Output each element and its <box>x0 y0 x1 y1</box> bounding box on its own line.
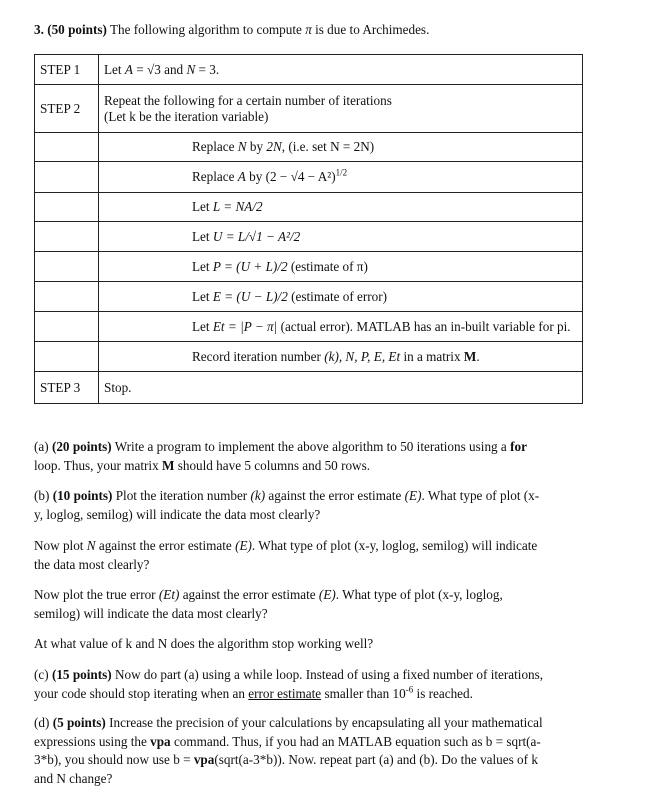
algo-row <box>35 162 583 193</box>
step3-row <box>35 372 583 404</box>
algo-step-replace-n: Replace N by 2N, (i.e. set N = 2N) <box>99 133 583 162</box>
title-text: The following algorithm to compute <box>109 22 302 37</box>
algo-row <box>35 342 583 372</box>
algo-step-let-e: Let E = (U − L)/2 (estimate of error) <box>99 282 583 312</box>
step3-text: Stop. <box>99 372 583 404</box>
algo-step-let-u: Let U = L/√1 − A²/2 <box>99 222 583 252</box>
algo-row <box>35 133 583 162</box>
step2-text: Repeat the following for a certain number of iterations (Let k be the iteration variable) <box>99 85 583 133</box>
part-a: (a) (20 points) Write a program to implement the above algorithm to 50 iterations using a for loop. Thus, your matrix M should have 5 columns and 50 rows. <box>34 439 527 473</box>
part-b: (b) (10 points) Plot the iteration number (k) against the error estimate (E). What type of plot (x- y, loglog, semilog) will indicate the data most clearly? <box>34 488 540 522</box>
algo-step-replace-a: Replace A by $(2 - √4 - A^2)^{1/2}$ <box>99 162 583 193</box>
step1-label: STEP 1 <box>35 55 99 85</box>
problem-number: 3. <box>34 22 44 37</box>
part-b-n: Now plot N against the error estimate (E). What type of plot (x-y, loglog, semilog) will indicate the data most clearly? <box>34 538 538 572</box>
part-c: (c) (15 points) Now do part (a) using a while loop. Instead of using a fixed number of iterations, your code should stop iterating when an error estimate smaller than $10^{-6}$ is reached. <box>34 667 544 701</box>
step2-label: STEP 2 <box>35 85 99 133</box>
algo-step-let-p: Let P = (U + L)/2 (estimate of π) <box>99 252 583 282</box>
problem-title <box>34 21 429 39</box>
step3-label: STEP 3 <box>35 372 99 404</box>
step2-row <box>35 85 583 133</box>
part-b-question: At what value of k and N does the algorithm stop working well? <box>34 636 374 651</box>
part-d: (d) (5 points) Increase the precision of your calculations by encapsulating all your mathematical expressions using the vpa command. Thus, if you had an MATLAB equation such as b = sqrt(a- 3*b), you should now use b = vpa(sqrt(a-3*b)). Now. repeat part (a) and (b). Do the values of k and N change? <box>34 715 543 786</box>
part-b-true-error: Now plot the true error (Et) against the error estimate (E). What type of plot (x-y, loglog, semilog) will indicate the data most clearly? <box>34 587 503 621</box>
step1-text: Let A = √3 and N = 3. <box>99 55 583 85</box>
algo-row <box>35 312 583 342</box>
problem-points: (50 points) <box>47 22 107 37</box>
step1-row <box>35 55 583 85</box>
title-text-end: is due to Archimedes. <box>315 22 430 37</box>
algo-step-let-et: Let Et = |P − π| (actual error). MATLAB has an in-built variable for pi. <box>99 312 583 342</box>
algo-row <box>35 222 583 252</box>
algo-step-let-l: Let L = NA/2 <box>99 193 583 222</box>
algo-row <box>35 282 583 312</box>
algo-row <box>35 252 583 282</box>
algo-step-record: Record iteration number (k), N, P, E, Et in a matrix M. <box>99 342 583 372</box>
algorithm-table <box>34 54 583 404</box>
algo-row <box>35 193 583 222</box>
pi-symbol: π <box>305 22 312 37</box>
